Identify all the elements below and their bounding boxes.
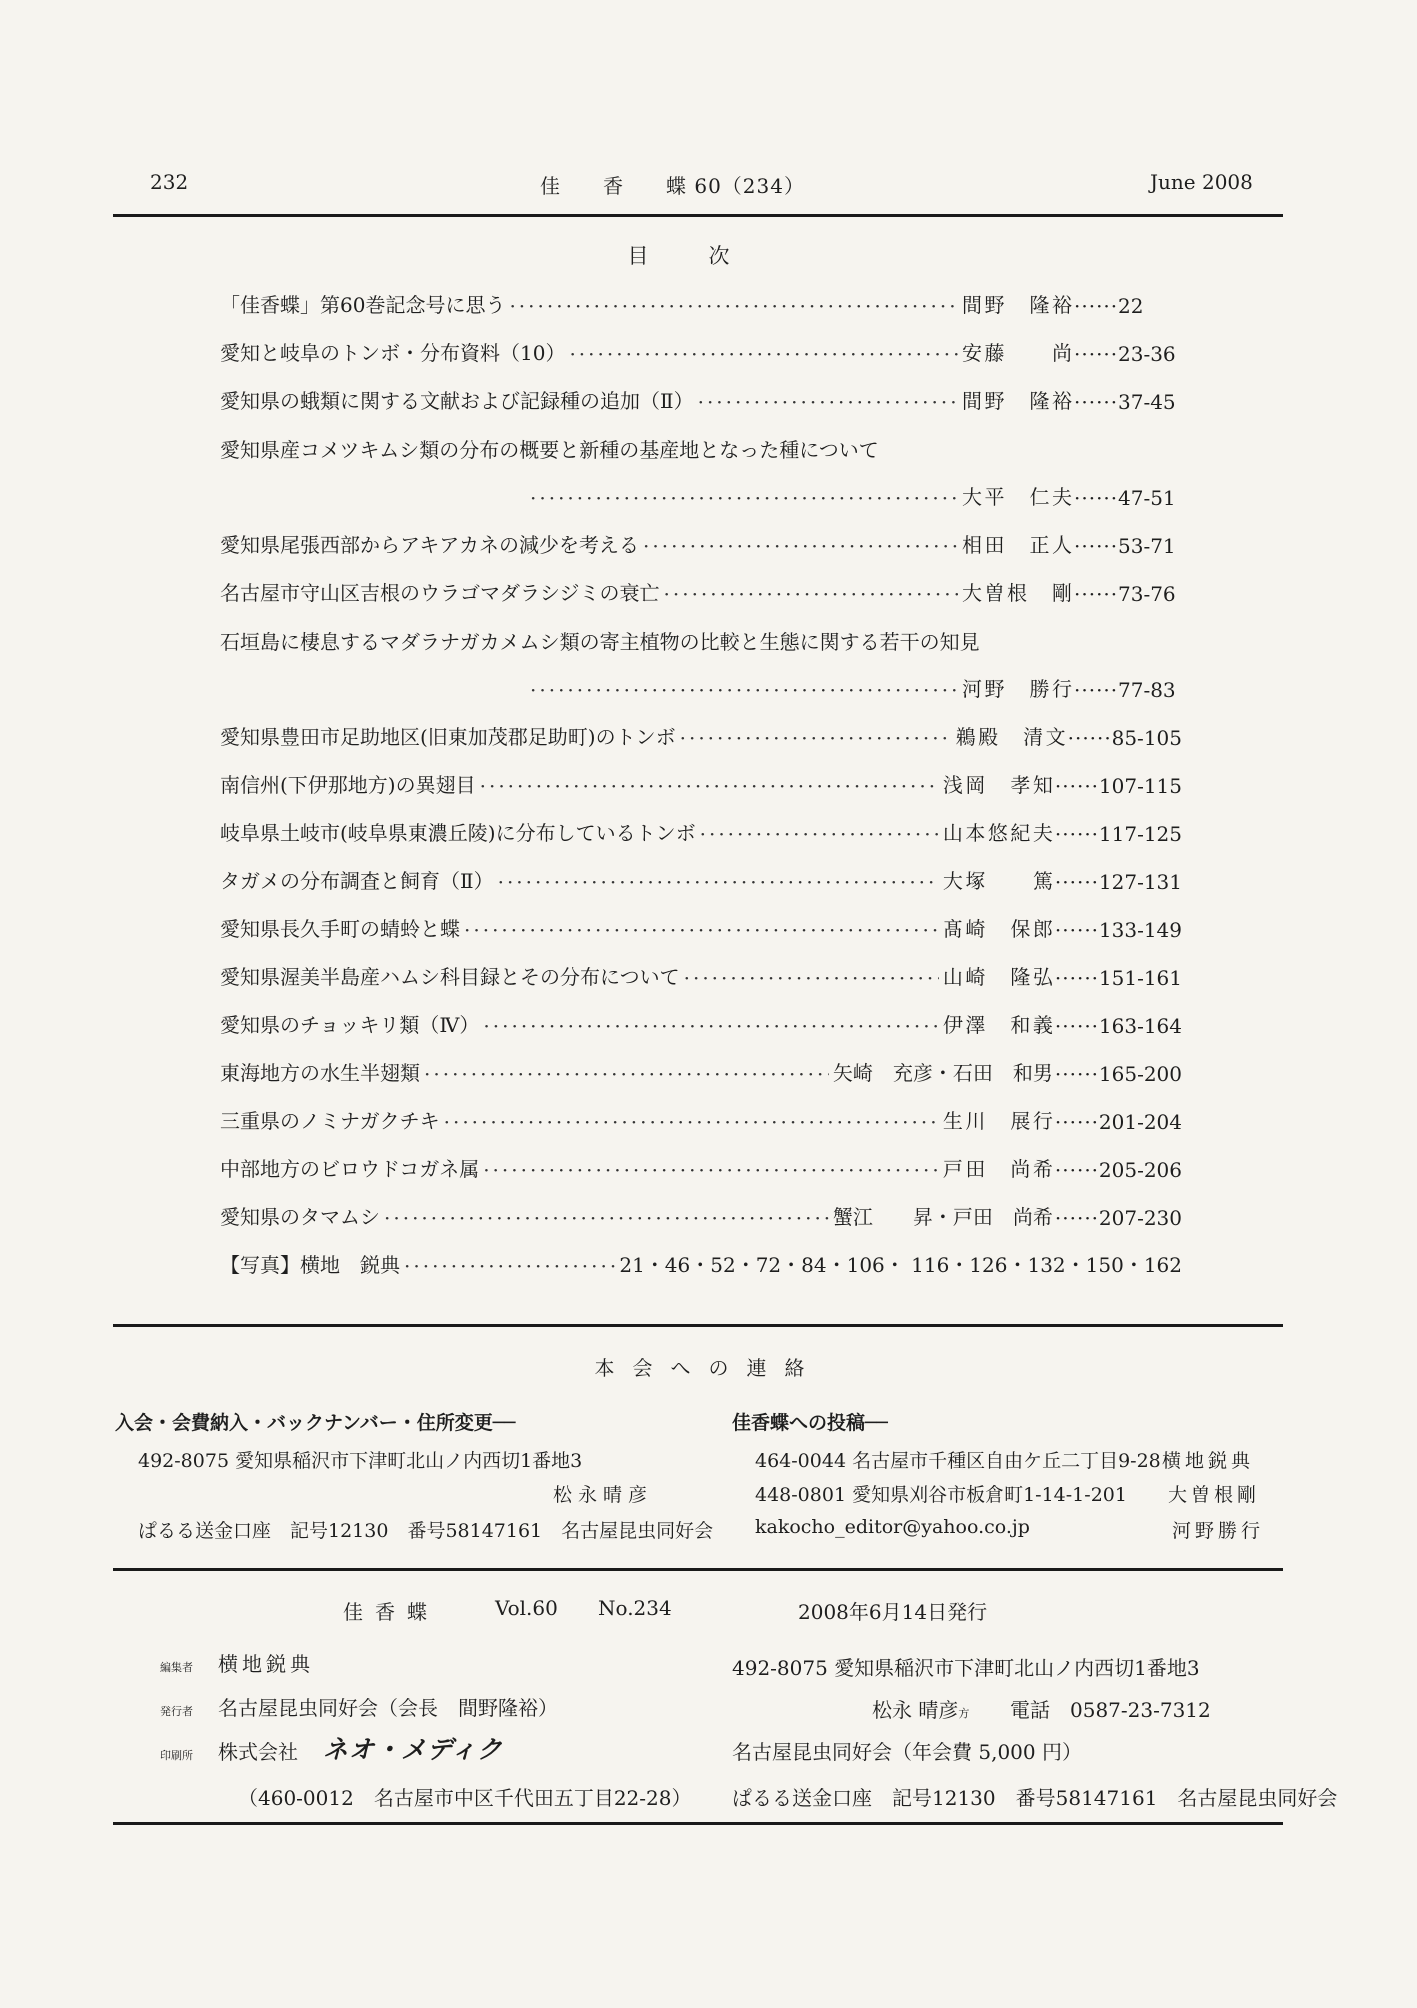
editor-label: 編集者 (160, 1661, 193, 1674)
toc-entry-author: 浅岡 孝知 (942, 773, 1053, 797)
toc-entry-pages: 47-51 (1118, 486, 1176, 510)
publisher-name: 名古屋昆虫同好会（会長 間野隆裕） (218, 1696, 558, 1720)
toc-entry-author: 生川 展行 (942, 1109, 1053, 1133)
society-phone: 電話 0587-23-7312 (1010, 1698, 1211, 1722)
toc-entry-author: 大曽根 剛 (962, 581, 1072, 605)
photo-credit: 横地 鋭典 (300, 1253, 400, 1277)
toc-entry (220, 1008, 1182, 1038)
toc-entry-author: 大塚 篤 (942, 869, 1053, 893)
toc-entry-pages: 53-71 (1118, 534, 1176, 558)
toc-entry-title: 愛知県尾張西部からアキアカネの減少を考える (220, 533, 639, 557)
toc-entry (220, 576, 1182, 606)
toc-entry-title: 愛知県長久手町の蜻蛉と蝶 (220, 917, 460, 941)
submission-heading: 佳香蝶への投稿── (732, 1412, 888, 1434)
colophon-journal: 佳香蝶 (343, 1600, 439, 1624)
toc-entry-pages: 23-36 (1118, 342, 1176, 366)
toc-entry (220, 1152, 1182, 1182)
toc-entry-author: 伊澤 和義 (942, 1013, 1053, 1037)
membership-heading: 入会・会費納入・バックナンバー・住所変更── (115, 1412, 516, 1434)
colophon-vol: Vol.60 (495, 1596, 558, 1620)
society-address: 492-8075 愛知県稲沢市下津町北山ノ内西切1番地3 (732, 1656, 1200, 1680)
submission-address-2: 448-0801 愛知県刈谷市板倉町1-14-1-201 (755, 1484, 1127, 1506)
toc-entry-author: 河野 勝行 (962, 677, 1072, 701)
toc-entry-title: 東海地方の水生半翅類 (220, 1061, 420, 1085)
toc-entry-author: 大平 仁夫 (962, 485, 1072, 509)
toc-entry (220, 864, 1182, 894)
photo-pages: 21・46・52・72・84・106・ 116・126・132・150・162 (619, 1253, 1182, 1277)
membership-address: 492-8075 愛知県稲沢市下津町北山ノ内西切1番地3 (138, 1450, 583, 1472)
printer-logo: ネオ・メディク (323, 1735, 504, 1764)
contact-person: 松永 晴彦 (872, 1698, 959, 1722)
submission-name-1: 横地鋭典 (1162, 1450, 1255, 1472)
journal-header: 佳 香 蝶 60（234） (540, 174, 805, 198)
printer-label: 印刷所 (160, 1749, 193, 1762)
header-rule (113, 214, 1283, 217)
toc-entry-title: 中部地方のビロウドコガネ属 (220, 1157, 480, 1181)
toc-entry-author: 髙崎 保郎 (942, 917, 1053, 941)
toc-entry-author: 戸田 尚希 (942, 1157, 1053, 1181)
toc-entry (220, 1104, 1182, 1134)
toc-entry-pages: 165-200 (1098, 1062, 1182, 1086)
toc-title: 目次 (627, 244, 790, 268)
toc-entry-author: 相田 正人 (962, 533, 1072, 557)
colophon-bottom-rule (113, 1822, 1283, 1825)
toc-entry-title: タガメの分布調査と飼育（Ⅱ） (220, 869, 494, 893)
page-number: 232 (150, 170, 189, 194)
toc-entry-pages: 22 (1118, 294, 1144, 318)
toc-entry (220, 528, 1182, 558)
membership-account: ぱるる送金口座 記号12130 番号58147161 名古屋昆虫同好会 (138, 1520, 714, 1542)
toc-entry-pages: 73-76 (1118, 582, 1176, 606)
society-account: ぱるる送金口座 記号12130 番号58147161 名古屋昆虫同好会 (732, 1786, 1338, 1810)
toc-entry (220, 816, 1182, 846)
toc-entry-pages: 107-115 (1098, 774, 1182, 798)
photo-label: 【写真】 (220, 1253, 300, 1277)
toc-entry (530, 480, 1182, 510)
toc-entry (220, 288, 1182, 318)
printer-prefix: 株式会社 (218, 1740, 298, 1764)
toc-entry (220, 912, 1182, 942)
contact-bottom-rule (113, 1568, 1283, 1571)
toc-entry-author: 鵜殿 清文 (955, 725, 1066, 749)
toc-entry (220, 1056, 1182, 1086)
toc-entry-author: 間野 隆裕 (962, 293, 1072, 317)
submission-address-1: 464-0044 名古屋市千種区自由ケ丘二丁目9-28 (755, 1450, 1161, 1472)
toc-entry-pages: 201-204 (1098, 1110, 1182, 1134)
society-fee: 名古屋昆虫同好会（年会費 5,000 円） (732, 1740, 1082, 1764)
toc-entry-title: 愛知県のタマムシ (220, 1205, 380, 1229)
toc-entry (530, 672, 1182, 702)
toc-entry-pages: 163-164 (1098, 1014, 1182, 1038)
toc-entry-pages: 207-230 (1098, 1206, 1182, 1230)
toc-bottom-rule (113, 1324, 1283, 1327)
editor-name: 横地鋭典 (218, 1652, 314, 1676)
membership-person: 松永晴彦 (553, 1484, 654, 1506)
toc-entry-title: 愛知県のチョッキリ類（Ⅳ） (220, 1013, 480, 1037)
toc-entry-author: 矢崎 充彦・石田 和男 (832, 1061, 1053, 1085)
toc-entry-title: 愛知県産コメツキムシ類の分布の概要と新種の基産地となった種について (220, 438, 879, 462)
toc-entry-title: 石垣島に棲息するマダラナガカメムシ類の寄主植物の比較と生態に関する若干の知見 (220, 630, 980, 654)
toc-entry-author: 間野 隆裕 (962, 389, 1072, 413)
toc-entry-pages: 133-149 (1098, 918, 1182, 942)
submission-name-3: 河野勝行 (1172, 1520, 1265, 1542)
toc-entry-author: 蟹江 昇・戸田 尚希 (832, 1205, 1053, 1229)
toc-entry-title: 名古屋市守山区吉根のウラゴマダラシジミの衰亡 (220, 581, 660, 605)
toc-entry (220, 336, 1182, 366)
toc-entry (220, 960, 1182, 990)
toc-entry-pages: 117-125 (1098, 822, 1182, 846)
contact-title: 本会への連絡 (594, 1356, 823, 1380)
toc-entry-title: 岐阜県土岐市(岐阜県東濃丘陵)に分布しているトンボ (220, 821, 696, 845)
toc-entry (220, 720, 1182, 750)
toc-entry-pages: 77-83 (1118, 678, 1176, 702)
toc-entry-title: 「佳香蝶」第60巻記念号に思う (220, 293, 506, 317)
colophon-issued: 2008年6月14日発行 (798, 1600, 988, 1624)
toc-entry-author: 安藤 尚 (962, 341, 1072, 365)
toc-entry-title: 愛知と岐阜のトンボ・分布資料（10） (220, 341, 566, 365)
submission-email: kakocho_editor@yahoo.co.jp (755, 1516, 1030, 1538)
toc-entry-title: 南信州(下伊那地方)の異翅目 (220, 773, 476, 797)
toc-entry-author: 山本悠紀夫 (942, 821, 1053, 845)
toc-entry-title: 三重県のノミナガクチキ (220, 1109, 440, 1133)
toc-entry (220, 1200, 1182, 1230)
toc-entry-title: 愛知県の蛾類に関する文献および記録種の追加（Ⅱ） (220, 389, 694, 413)
contact-suffix: 方 (958, 1707, 970, 1720)
header-date: June 2008 (1150, 170, 1253, 194)
toc-entry-pages: 205-206 (1098, 1158, 1182, 1182)
toc-entry-pages: 127-131 (1098, 870, 1182, 894)
submission-name-2: 大曽根剛 (1168, 1484, 1261, 1506)
toc-photo-entry (220, 1248, 1182, 1278)
toc-entry-author: 山崎 隆弘 (942, 965, 1053, 989)
toc-entry-title: 愛知県渥美半島産ハムシ科目録とその分布について (220, 965, 680, 989)
printer-address: （460-0012 名古屋市中区千代田五丁目22-28） (238, 1786, 692, 1810)
toc-entry-pages: 151-161 (1098, 966, 1182, 990)
colophon-no: No.234 (598, 1596, 672, 1620)
toc-entry (220, 768, 1182, 798)
toc-entry-pages: 85-105 (1111, 726, 1182, 750)
toc-entry (220, 384, 1182, 414)
publisher-label: 発行者 (160, 1705, 193, 1718)
toc-entry-pages: 37-45 (1118, 390, 1176, 414)
toc-entry-title: 愛知県豊田市足助地区(旧東加茂郡足助町)のトンボ (220, 725, 676, 749)
